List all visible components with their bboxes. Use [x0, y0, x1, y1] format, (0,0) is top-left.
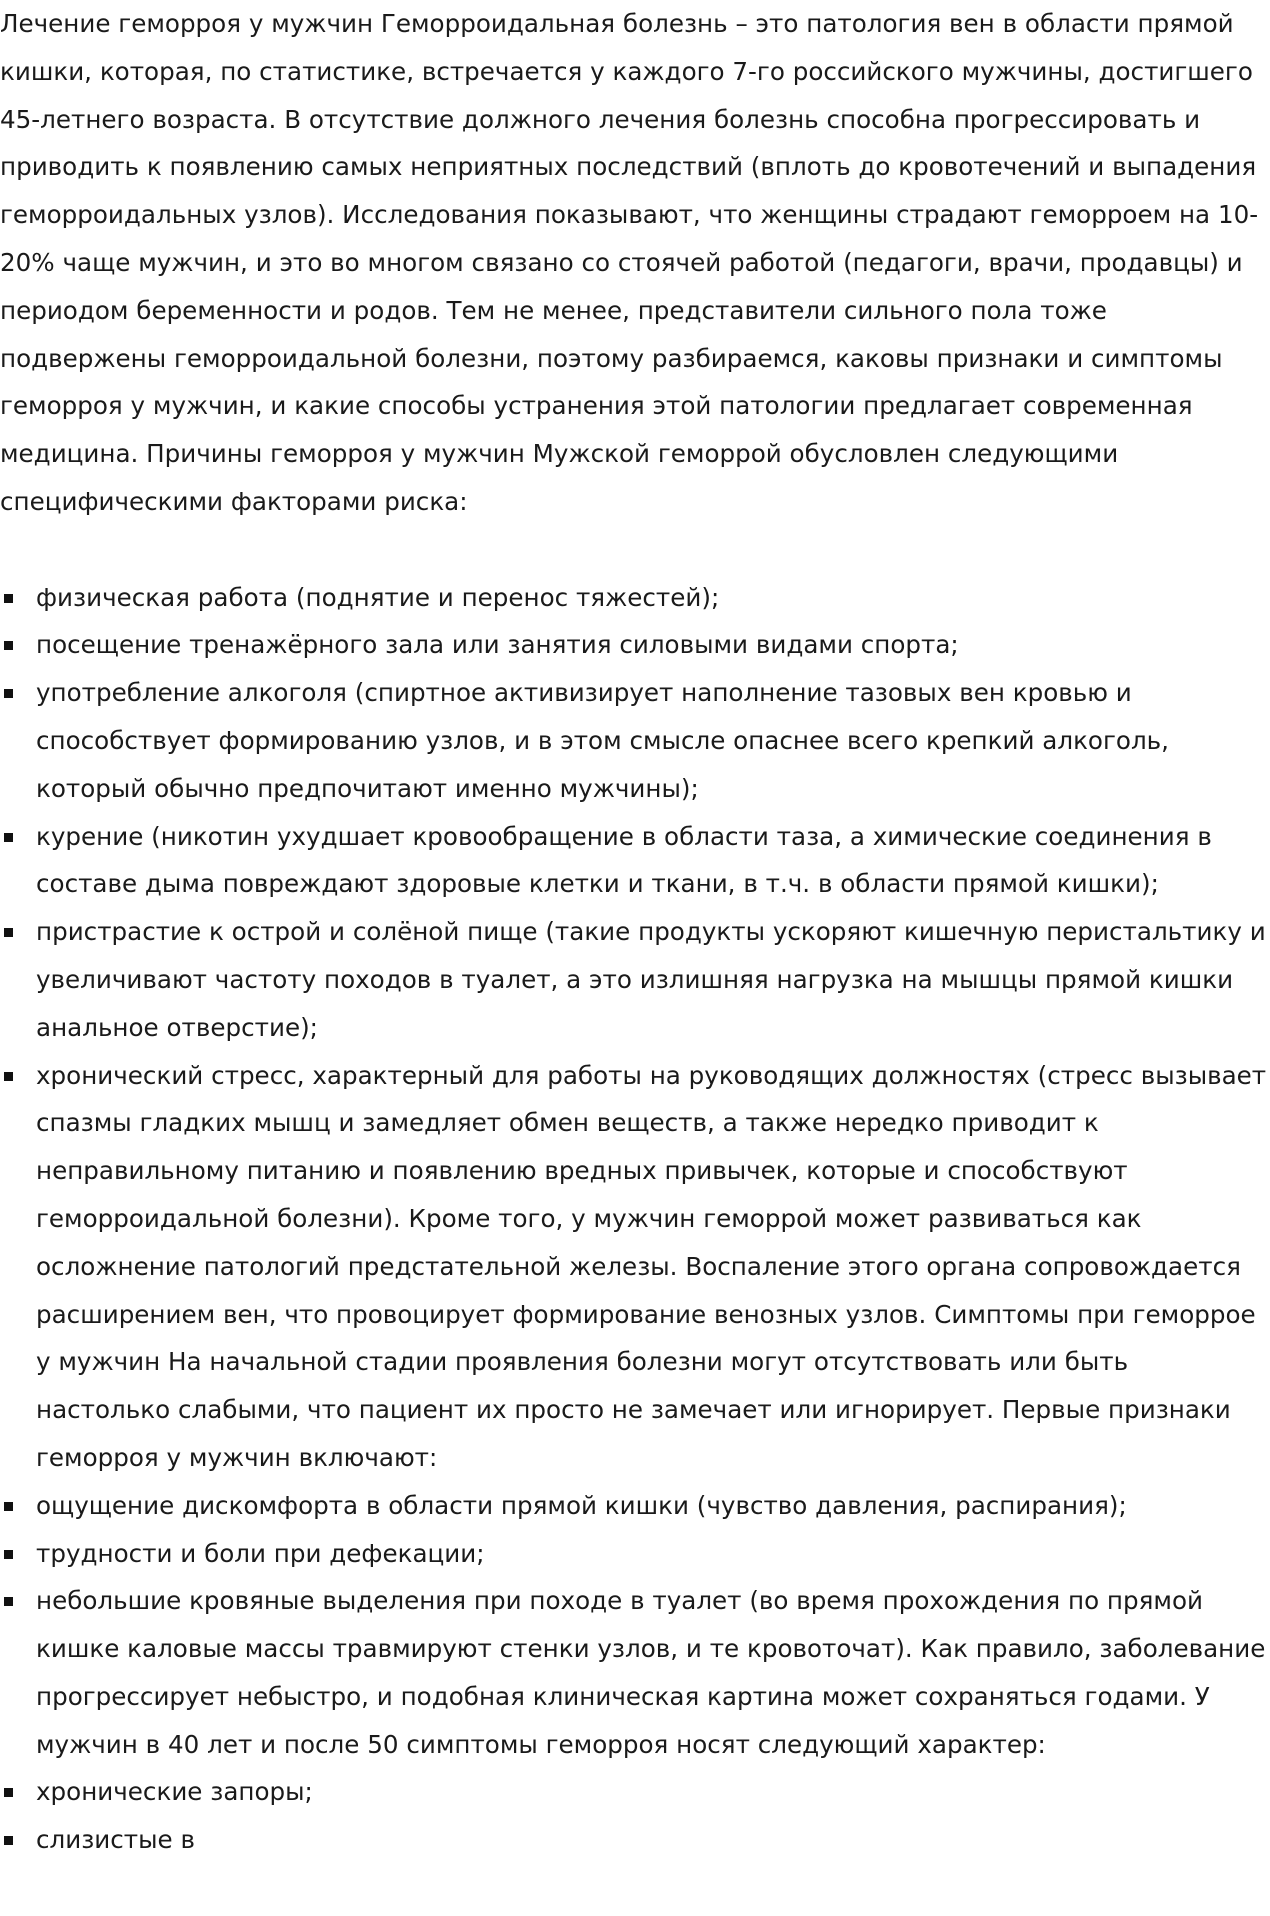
list-item: ощущение дискомфорта в области прямой кишки (чувство давления, распирания); [0, 1482, 1268, 1530]
list-item: хронический стресс, характерный для работы на руководящих должностях (стресс вызывает спазмы гладких мышц и замедляет обмен веществ, а также нередко приводит к неправильному питанию и появлению вредных привычек, которые и способствуют геморроидальной болезни). Кроме того, у мужчин геморрой может развиваться как осложнение патологий предстательной железы. Воспаление этого органа сопровождается расширением вен, что провоцирует формирование венозных узлов. Симптомы при геморрое у мужчин На начальной стадии проявления болезни могут отсутствовать или быть настолько слабыми, что пациент их просто не замечает или игнорирует. Первые признаки геморроя у мужчин включают: [0, 1052, 1268, 1482]
paragraph-spacer [0, 526, 1268, 574]
list-item: слизистые в [0, 1816, 1268, 1864]
intro-paragraph: Лечение геморроя у мужчин Геморроидальная болезнь – это патология вен в области прямой кишки, которая, по статистике, встречается у каждого 7-го российского мужчины, достигшего 45-летнего возраста. В отсутствие должного лечения болезнь способна прогрессировать и приводить к появлению самых неприятных последствий (вплоть до кровотечений и выпадения геморроидальных узлов). Исследования показывают, что женщины страдают геморроем на 10-20% чаще мужчин, и это во многом связано со стоячей работой (педагоги, врачи, продавцы) и периодом беременности и родов. Тем не менее, представители сильного пола тоже подвержены геморроидальной болезни, поэтому разбираемся, каковы признаки и симптомы геморроя у мужчин, и какие способы устранения этой патологии предлагает современная медицина. Причины геморроя у мужчин Мужской геморрой обусловлен следующими специфическими факторами риска: [0, 9, 1259, 516]
list-item: пристрастие к острой и солёной пище (такие продукты ускоряют кишечную перистальтику и увеличивают частоту походов в туалет, а это излишняя нагрузка на мышцы прямой кишки анальное отверстие); [0, 908, 1268, 1051]
list-item: хронические запоры; [0, 1768, 1268, 1816]
list-item: курение (никотин ухудшает кровообращение в области таза, а химические соединения в составе дыма повреждают здоровые клетки и ткани, в т.ч. в области прямой кишки); [0, 813, 1268, 909]
list-item: физическая работа (поднятие и перенос тяжестей); [0, 574, 1268, 622]
list-item: употребление алкоголя (спиртное активизирует наполнение тазовых вен кровью и способствует формированию узлов, и в этом смысле опаснее всего крепкий алкоголь, который обычно предпочитают именно мужчины); [0, 669, 1268, 812]
bullet-list [0, 574, 1268, 1865]
list-item: посещение тренажёрного зала или занятия силовыми видами спорта; [0, 621, 1268, 669]
list-item: небольшие кровяные выделения при походе в туалет (во время прохождения по прямой кишке каловые массы травмируют стенки узлов, и те кровоточат). Как правило, заболевание прогрессирует небыстро, и подобная клиническая картина может сохраняться годами. У мужчин в 40 лет и после 50 симптомы геморроя носят следующий характер: [0, 1577, 1268, 1768]
list-item: трудности и боли при дефекации; [0, 1530, 1268, 1578]
